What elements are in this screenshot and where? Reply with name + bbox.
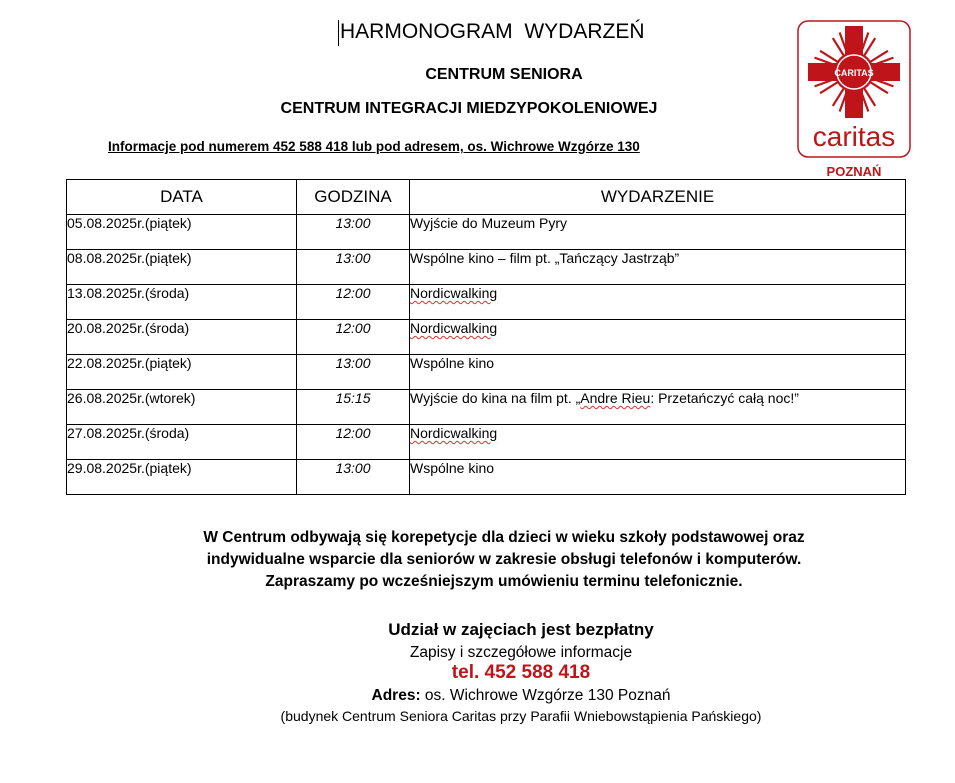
caritas-logo: [797, 20, 911, 182]
table-row: [67, 460, 906, 495]
subtitle-centrum-integracji: CENTRUM INTEGRACJI MIEDZYPOKOLENIOWEJ: [280, 100, 658, 117]
cell-date: 13.08.2025r.(środa): [67, 285, 297, 320]
cell-event: Wspólne kino: [410, 460, 906, 495]
cell-time: 15:15: [297, 390, 410, 425]
events-table: [66, 179, 906, 495]
cell-event: [410, 285, 906, 320]
free-participation: Udział w zajęciach jest bezpłatny: [388, 620, 654, 639]
cell-date: 22.08.2025r.(piątek): [67, 355, 297, 390]
page-title: HARMONOGRAM WYDARZEŃ: [340, 20, 645, 43]
cell-time: 12:00: [297, 285, 410, 320]
note-line-3: Zapraszamy po wcześniejszym umówieniu terminu telefonicznie.: [265, 573, 743, 590]
cell-date: 27.08.2025r.(środa): [67, 425, 297, 460]
building-info: (budynek Centrum Seniora Caritas przy Parafii Wniebowstąpienia Pańskiego): [280, 708, 762, 724]
event-text-pre: Wyjście do kina na film pt. „: [410, 390, 581, 406]
address-label: Adres:: [371, 687, 421, 704]
header-godzina: GODZINA: [297, 180, 410, 215]
address-line: [0, 687, 955, 705]
cell-event: Wspólne kino: [410, 355, 906, 390]
cell-time: 13:00: [297, 250, 410, 285]
cell-date: 05.08.2025r.(piątek): [67, 215, 297, 250]
spellcheck-word: Andre Rieu: [580, 390, 651, 406]
cell-event: Wyjście do Muzeum Pyry: [410, 215, 906, 250]
cell-date: 29.08.2025r.(piątek): [67, 460, 297, 495]
table-header-row: [67, 180, 906, 215]
cell-date: 20.08.2025r.(środa): [67, 320, 297, 355]
cell-date: 08.08.2025r.(piątek): [67, 250, 297, 285]
cell-time: 13:00: [297, 215, 410, 250]
text-cursor: [338, 20, 339, 46]
table-row: [67, 390, 906, 425]
cell-time: 12:00: [297, 320, 410, 355]
table-row: [67, 355, 906, 390]
table-row: [67, 320, 906, 355]
spellcheck-word: Nordicwalking: [410, 425, 498, 441]
table-row: [67, 425, 906, 460]
spellcheck-word: Nordicwalking: [410, 285, 498, 301]
cell-time: 13:00: [297, 355, 410, 390]
header-data: DATA: [67, 180, 297, 215]
logo-city: POZNAŃ: [826, 164, 882, 179]
table-row: [67, 250, 906, 285]
note-line-2: indywidualne wsparcie dla seniorów w zakresie obsługi telefonów i komputerów.: [206, 551, 802, 568]
subtitle-centrum-seniora: CENTRUM SENIORA: [425, 66, 583, 83]
logo-caritas-text: caritas: [812, 121, 896, 152]
phone-number: tel. 452 588 418: [451, 662, 591, 683]
spellcheck-word: Nordicwalking: [410, 320, 498, 336]
cell-date: 26.08.2025r.(wtorek): [67, 390, 297, 425]
cell-event: Wspólne kino – film pt. „Tańczący Jastrząb”: [410, 250, 906, 285]
signup-info: Zapisy i szczegółowe informacje: [409, 644, 633, 661]
header-wydarzenie: WYDARZENIE: [410, 180, 906, 215]
address-value: os. Wichrowe Wzgórze 130 Poznań: [420, 687, 671, 704]
table-row: [67, 215, 906, 250]
cell-time: 12:00: [297, 425, 410, 460]
table-row: [67, 285, 906, 320]
cell-time: 13:00: [297, 460, 410, 495]
centrum-note: [0, 527, 955, 593]
cell-event: [410, 425, 906, 460]
contact-info-line: Informacje pod numerem 452 588 418 lub pod adresem, os. Wichrowe Wzgórze 130: [108, 139, 640, 154]
event-text-post: : Przetańczyć całą noc!”: [650, 390, 799, 406]
cell-event: [410, 390, 906, 425]
note-line-1: W Centrum odbywają się korepetycje dla dzieci w wieku szkoły podstawowej oraz: [203, 529, 805, 546]
logo-circle-text: CARITAS: [834, 68, 874, 78]
cell-event: [410, 320, 906, 355]
